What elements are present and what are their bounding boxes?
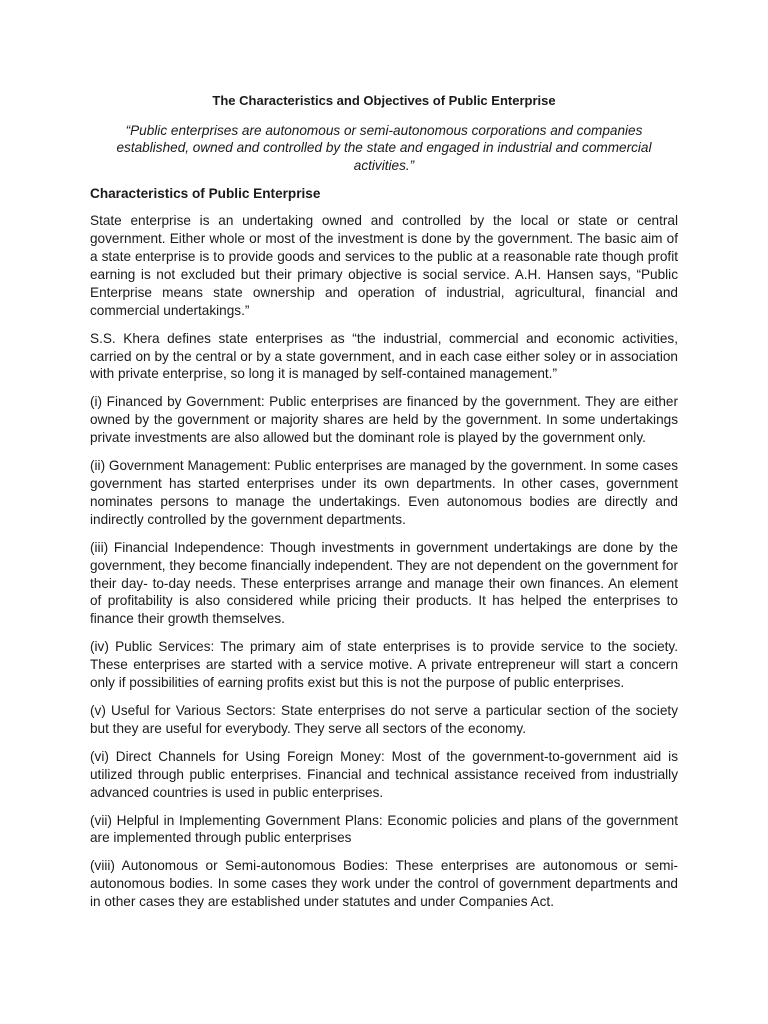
document-title: The Characteristics and Objectives of Public Enterprise [212,93,556,108]
paragraph-foreign-money: (vi) Direct Channels for Using Foreign Money: Most of the government-to-government aid is utilized through public enterprises. Financial and technical assistance received from industrially advanced countries is used in public enterprises. [90,748,678,800]
paragraph-public-services: (iv) Public Services: The primary aim of state enterprises is to provide service to the society. These enterprises are started with a service motive. A private entrepreneur will start a concern only if possibilities of earning profits exist but this is not the purpose of public enterprises. [90,639,678,691]
definition-quote: “Public enterprises are autonomous or semi-autonomous corporations and companies established, owned and controlled by the state and engaged in industrial and commercial activities.” [116,123,652,173]
paragraph-useful-for-sectors: (v) Useful for Various Sectors: State enterprises do not serve a particular section of the society but they are useful for everybody. They serve all sectors of the economy. [90,702,678,736]
paragraph-khera-definition: S.S. Khera defines state enterprises as “the industrial, commercial and economic activities, carried on by the central or by a state government, and in each case either soley or in association with private enterprise, so long it is managed by self-contained management.” [90,330,678,382]
section-heading: Characteristics of Public Enterprise [90,186,321,202]
paragraph-financed-by-government: (i) Financed by Government: Public enterprises are financed by the government. They are either owned by the government or majority shares are held by the government. In some undertakings private investments are also allowed but the dominant role is played by the government only. [90,394,678,446]
paragraph-government-plans: (vii) Helpful in Implementing Government Plans: Economic policies and plans of the government are implemented through public enterprises [90,812,678,846]
paragraph-financial-independence: (iii) Financial Independence: Though investments in government undertakings are done by the government, they become financially independent. They are not dependent on the government for their day- to-day needs. These enterprises arrange and manage their own finances. An element of profitability is also considered while pricing their products. It has helped the enterprises to finance their growth themselves. [90,539,678,627]
paragraph-government-management: (ii) Government Management: Public enterprises are managed by the government. In some cases government has started enterprises under its own departments. In other cases, government nominates persons to manage the undertakings. Even autonomous bodies are directly and indirectly controlled by the government departments. [90,458,678,527]
paragraph-intro: State enterprise is an undertaking owned and controlled by the local or state or central government. Either whole or most of the investment is done by the government. The basic aim of a state enterprise is to provide goods and services to the public at a reasonable rate though profit earning is not excluded but their primary objective is social service. A.H. Hansen says, “Public Enterprise means state ownership and operation of industrial, agricultural, financial and commercial undertakings.” [90,213,678,318]
paragraph-autonomous-bodies: (viii) Autonomous or Semi-autonomous Bodies: These enterprises are autonomous or semi-autonomous bodies. In some cases they work under the control of government departments and in other cases they are established under statutes and under Companies Act. [90,858,678,910]
